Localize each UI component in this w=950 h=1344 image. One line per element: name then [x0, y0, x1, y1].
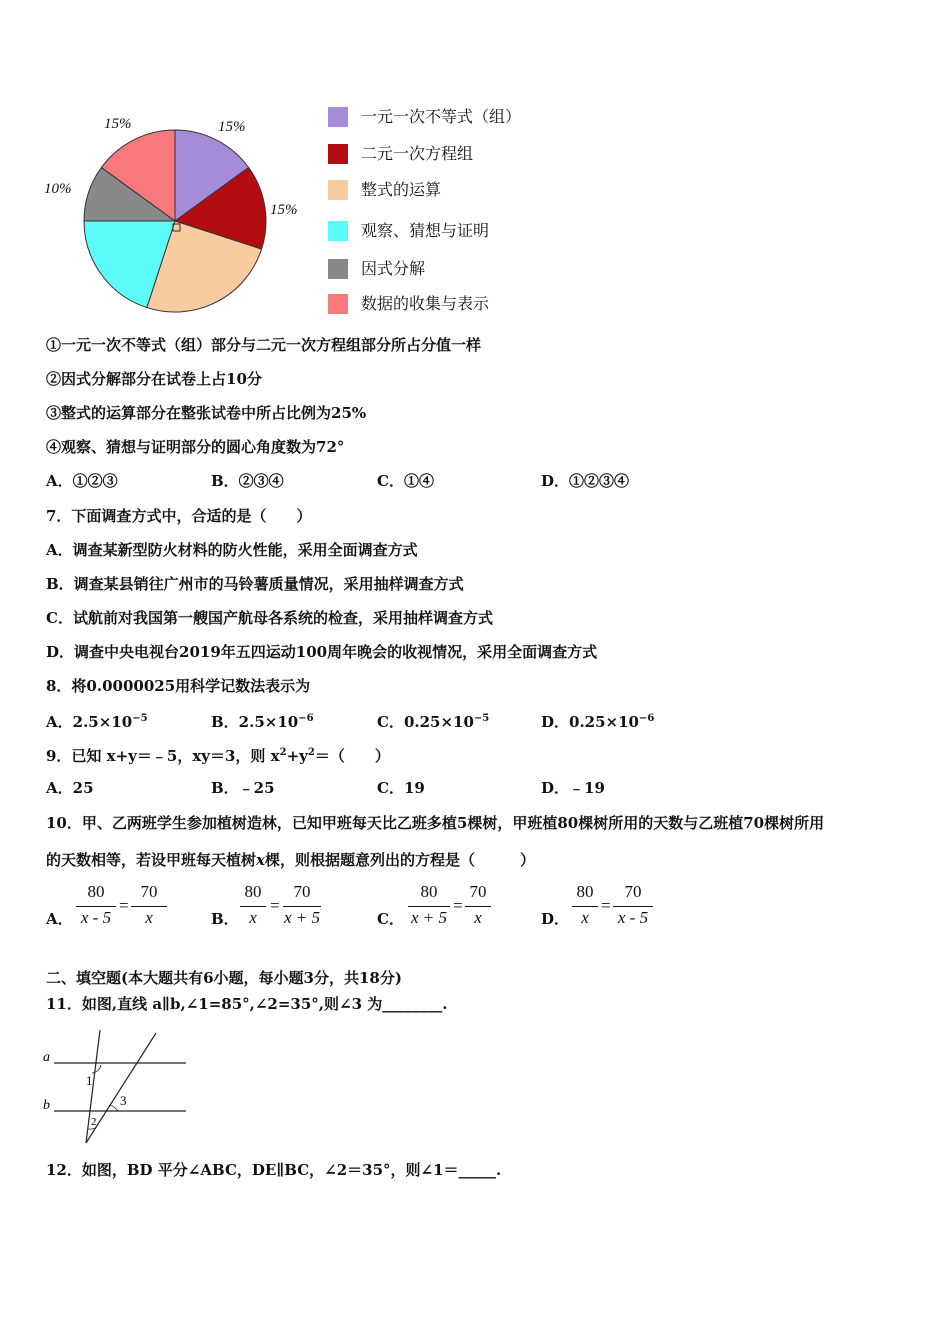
q8-option-b: [211, 709, 314, 732]
legend-swatch: [328, 259, 348, 279]
fraction-bar: [131, 906, 167, 907]
q10-d-frac-right: [613, 882, 653, 930]
equals-sign: =: [270, 896, 280, 915]
q10-option-b-label: B．: [211, 910, 239, 928]
angle-3-arc: [109, 1105, 118, 1111]
fraction-bar: [613, 906, 653, 907]
q10-stem-line2: [46, 850, 535, 870]
q8-option-c: [377, 709, 489, 732]
numerator: 70: [624, 882, 642, 901]
legend-label: 二元一次方程组: [361, 144, 474, 163]
q7-option-c: C．试航前对我国第一艘国产航母各系统的检查，采用抽样调查方式: [46, 609, 493, 627]
legend-swatch: [328, 144, 348, 164]
legend-swatch: [328, 107, 348, 127]
pie-pct-label: 15%: [104, 116, 132, 132]
q8-c-base: C．0.25×10: [377, 713, 474, 731]
q8-c-exp: −5: [473, 713, 490, 724]
q10-d-frac-left: [572, 882, 598, 930]
q6-option-a: A．①②③: [46, 472, 118, 490]
q6-option-b: B．②③④: [211, 472, 284, 490]
q9-stem-post: ＝（ ）: [314, 747, 390, 765]
q7-option-b: B．调查某县销往广州市的马铃薯质量情况，采用抽样调查方式: [46, 575, 464, 593]
q6-option-c: C．①④: [377, 472, 434, 490]
q10-option-d-label: D．: [541, 910, 570, 928]
q10-a-frac-right: [131, 882, 167, 930]
pie-chart: [70, 110, 310, 330]
numerator: 70: [469, 882, 487, 901]
transversal-2: [86, 1033, 156, 1143]
fraction-bar: [408, 906, 450, 907]
pie-pct-label: 15%: [218, 119, 246, 135]
denominator: x: [249, 908, 257, 927]
statement-3: ③整式的运算部分在整张试卷中所占比例为25%: [46, 404, 367, 422]
q10-stem-line1: 10．甲、乙两班学生参加植树造林，已知甲班每天比乙班多植5棵树，甲班植80棵树所用的天数与乙班植70棵树所用: [46, 814, 825, 832]
q8-a-exp: −5: [132, 713, 148, 724]
label-1: 1: [86, 1073, 93, 1088]
q9-option-a: A．25: [46, 779, 94, 797]
q8-option-a: [46, 709, 148, 732]
q8-a-base: A．2.5×10: [46, 713, 133, 731]
pie-pct-label: 15%: [270, 202, 298, 218]
fraction-bar: [465, 906, 491, 907]
numerator: 70: [293, 882, 311, 901]
fraction-bar: [283, 906, 321, 907]
label-3: 3: [120, 1093, 127, 1108]
q9-option-b: B．﹣25: [211, 779, 275, 797]
denominator: x: [145, 908, 153, 927]
fraction-bar: [76, 906, 116, 907]
legend-label: 数据的收集与表示: [361, 294, 490, 313]
q10-c-frac-right: [465, 882, 491, 930]
q9-option-d: D．﹣19: [541, 779, 605, 797]
q9-sup: 2: [307, 747, 315, 758]
q8-stem: 8．将0.0000025用科学记数法表示为: [46, 677, 311, 695]
fraction-bar: [240, 906, 266, 907]
denominator: x: [474, 908, 482, 927]
pie-slices: [84, 130, 266, 312]
q8-d-base: D．0.25×10: [541, 713, 639, 731]
q7-stem: 7．下面调查方式中，合适的是（ ）: [46, 507, 312, 525]
q10-b-frac-right: [283, 882, 321, 930]
numerator: 80: [244, 882, 262, 901]
equals-sign: =: [453, 896, 463, 915]
q8-d-exp: −6: [638, 713, 655, 724]
q11-figure: [40, 1025, 200, 1150]
denominator: x - 5: [80, 908, 112, 927]
statement-2: ②因式分解部分在试卷上占10分: [46, 370, 262, 388]
q10-line2-post: 棵，则根据题意列出的方程是（ ）: [264, 851, 535, 869]
fraction-bar: [572, 906, 598, 907]
numerator: 70: [140, 882, 158, 901]
section-2-heading: 二、填空题(本大题共有6小题，每小题3分，共18分): [46, 969, 402, 987]
legend-swatch: [328, 180, 348, 200]
denominator: x: [581, 908, 589, 927]
q12-stem: 12．如图，BD 平分∠ABC，DE∥BC，∠2＝35°，则∠1＝_____.: [46, 1161, 502, 1179]
label-2: 2: [91, 1116, 97, 1128]
q9-stem-mid: +y: [286, 747, 308, 765]
q10-c-frac-left: [408, 882, 450, 930]
q10-a-frac-left: [76, 882, 116, 930]
q11-stem: 11．如图,直线 a∥b,∠1=85°,∠2=35°,则∠3 为________.: [46, 995, 448, 1013]
numerator: 80: [576, 882, 594, 901]
q10-option-a-label: A．: [46, 910, 73, 928]
legend-swatch: [328, 294, 348, 314]
label-a: a: [43, 1050, 50, 1065]
q8-b-exp: −6: [298, 713, 314, 724]
angle-2-arc: [88, 1128, 95, 1129]
q10-var: x: [256, 851, 265, 869]
denominator: x + 5: [410, 908, 448, 927]
legend-swatch: [328, 221, 348, 241]
equals-sign: =: [119, 896, 129, 915]
q8-option-d: [541, 709, 654, 732]
statement-1: ①一元一次不等式（组）部分与二元一次方程组部分所占分值一样: [46, 336, 482, 354]
legend-label: 因式分解: [361, 259, 426, 278]
legend-label: 观察、猜想与证明: [361, 221, 490, 240]
numerator: 80: [420, 882, 438, 901]
q9-stem-pre: 9．已知 x+y＝﹣5，xy＝3，则 x: [46, 747, 280, 765]
denominator: x + 5: [283, 908, 321, 927]
q9-option-c: C．19: [377, 779, 425, 797]
q8-b-base: B．2.5×10: [211, 713, 299, 731]
denominator: x - 5: [617, 908, 649, 927]
pie-pct-label: 10%: [44, 181, 72, 197]
q10-option-c-label: C．: [377, 910, 404, 928]
statement-4: ④观察、猜想与证明部分的圆心角度数为72°: [46, 438, 345, 456]
legend-label: 整式的运算: [361, 180, 442, 199]
label-b: b: [43, 1098, 50, 1113]
q7-option-d: D．调查中央电视台2019年五四运动100周年晚会的收视情况，采用全面调查方式: [46, 643, 598, 661]
q10-b-frac-left: [240, 882, 266, 930]
q10-line2-pre: 的天数相等，若设甲班每天植树: [46, 851, 257, 869]
legend-label: 一元一次不等式（组）: [361, 107, 522, 126]
angle-1-arc: [92, 1065, 101, 1073]
equals-sign: =: [601, 896, 611, 915]
q9-stem: [46, 743, 390, 766]
q9-sup: 2: [279, 747, 287, 758]
q7-option-a: A．调查某新型防火材料的防火性能，采用全面调查方式: [46, 541, 418, 559]
q6-option-d: D．①②③④: [541, 472, 630, 490]
numerator: 80: [87, 882, 105, 901]
